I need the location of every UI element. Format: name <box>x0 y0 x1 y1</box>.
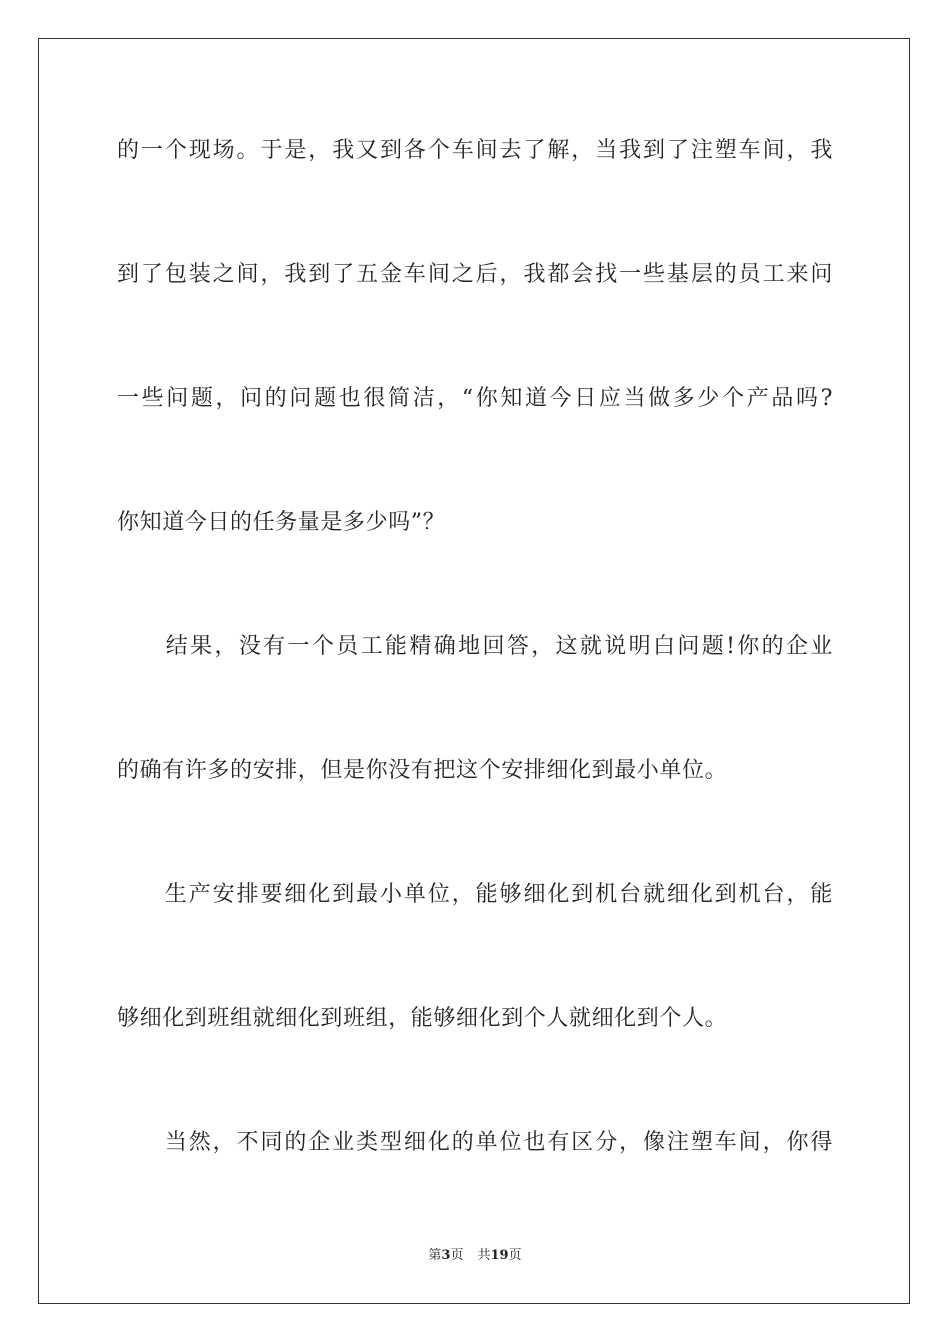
page-total-suffix: 页 <box>508 1248 522 1263</box>
page-frame <box>38 38 910 1304</box>
page-total-prefix: 共 <box>477 1248 491 1263</box>
page-total-count: 19 <box>490 1248 509 1263</box>
body-text-line-8: 够细化到班组就细化到班组，能够细化到个人就细化到个人。 <box>117 1006 728 1031</box>
body-text-line-9: 当然，不同的企业类型细化的单位也有区分，像注塑车间，你得 <box>117 1130 833 1155</box>
page-footer <box>0 1247 950 1265</box>
body-text-line-2: 到了包装之间，我到了五金车间之后，我都会找一些基层的员工来问 <box>117 262 833 287</box>
page-number-prefix: 第 <box>428 1248 442 1263</box>
body-text-line-7: 生产安排要细化到最小单位，能够细化到机台就细化到机台，能 <box>117 882 833 907</box>
page-number-suffix: 页 <box>450 1248 464 1263</box>
page-number-current: 3 <box>441 1248 451 1263</box>
body-text-line-4: 你知道今日的任务量是多少吗”？ <box>117 510 446 535</box>
body-text-line-1: 的一个现场。于是，我又到各个车间去了解，当我到了注塑车间，我 <box>117 138 833 163</box>
body-text-line-5: 结果，没有一个员工能精确地回答，这就说明白问题!你的企业 <box>117 634 833 659</box>
body-text-line-3: 一些问题，问的问题也很简洁，“你知道今日应当做多少个产品吗? <box>117 386 833 411</box>
body-text-line-6: 的确有许多的安排，但是你没有把这个安排细化到最小单位。 <box>117 758 728 783</box>
